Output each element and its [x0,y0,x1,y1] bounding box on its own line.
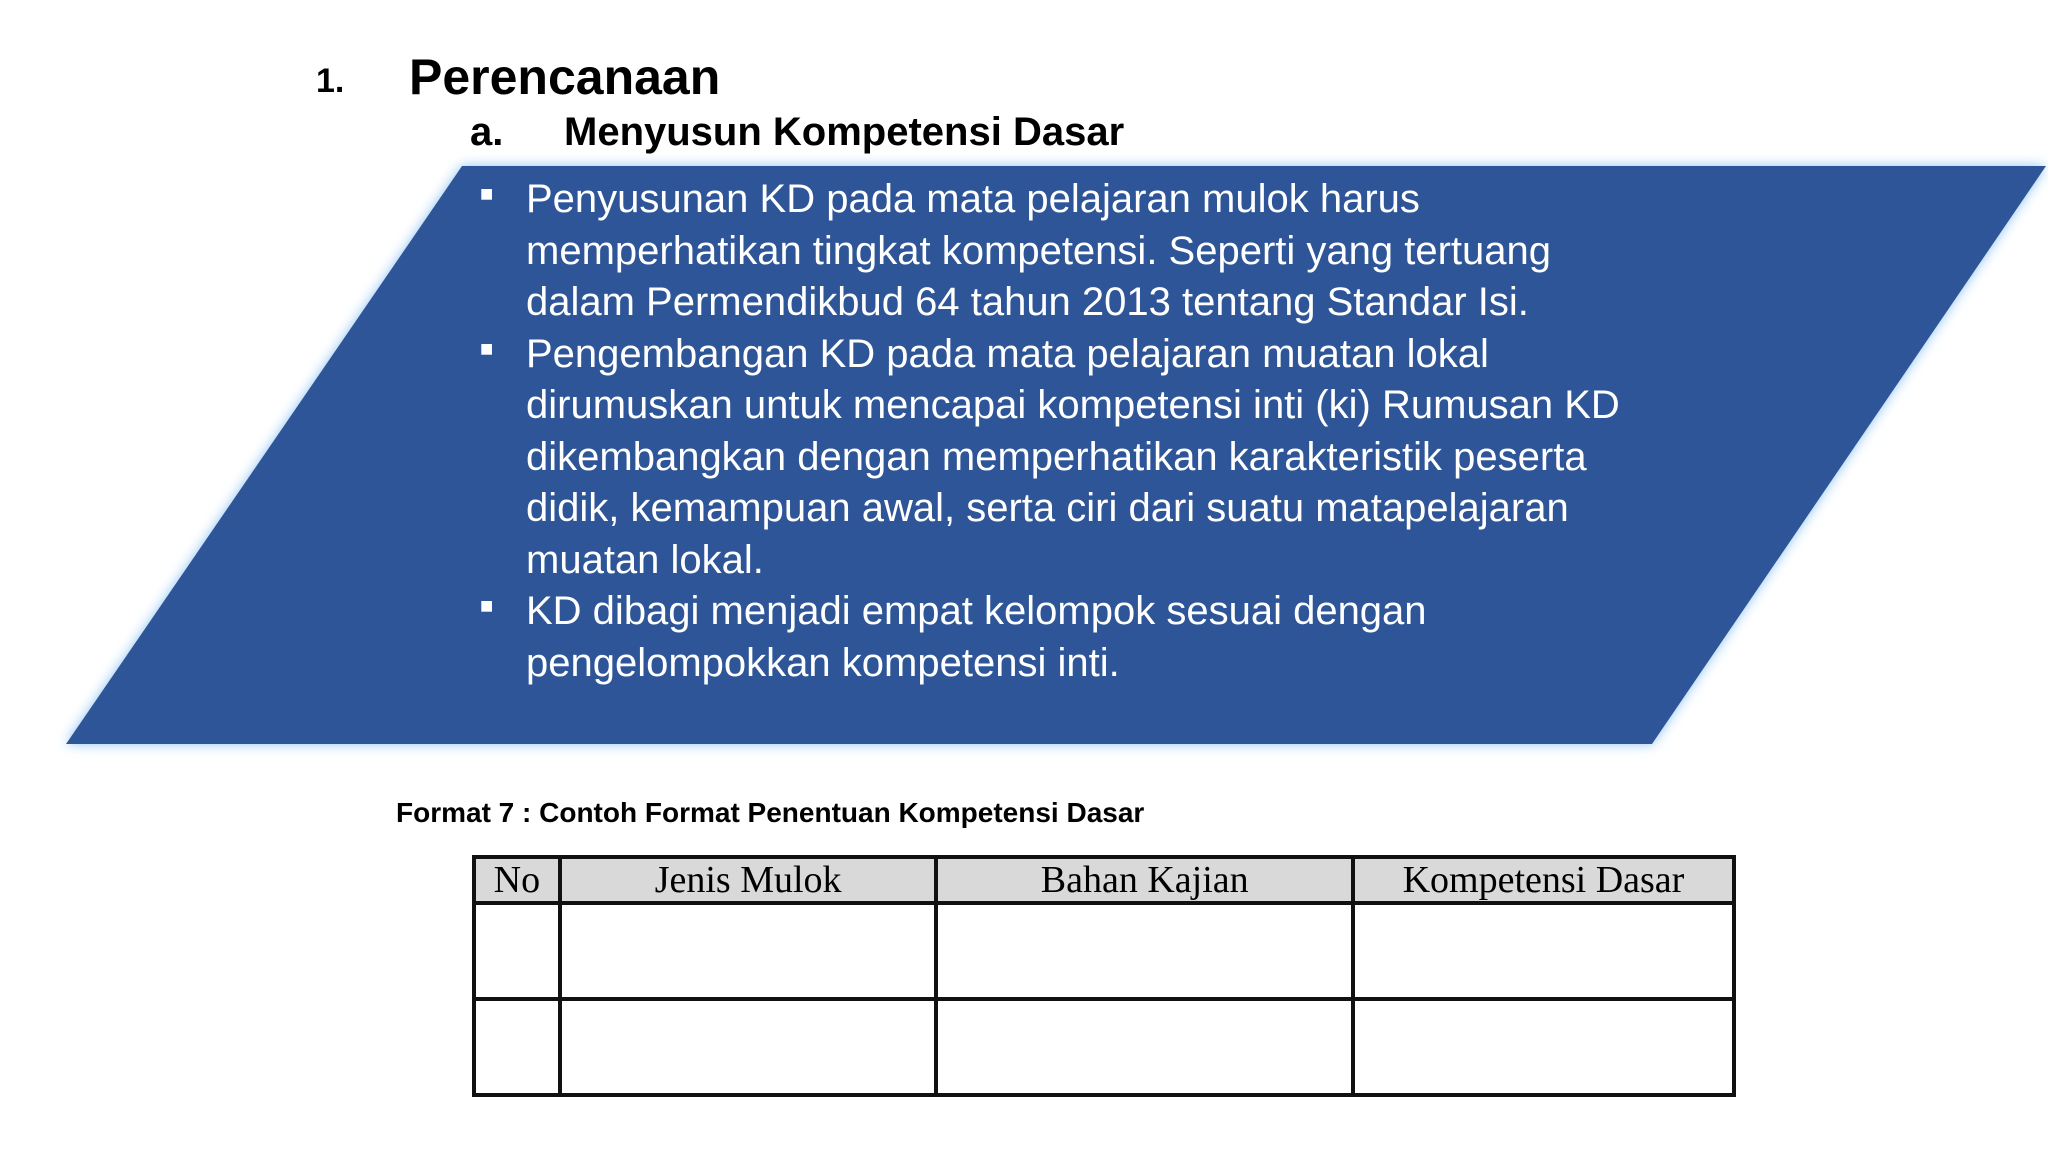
table-cell [474,903,560,999]
table-cell [936,903,1352,999]
table-cell [560,999,937,1095]
header-jenis-mulok: Jenis Mulok [560,857,937,903]
table-cell [474,999,560,1095]
bullet-list [470,174,1670,689]
table-cell [1353,903,1734,999]
subsection-heading [470,108,1124,156]
bullet-marker-icon: ■ [480,335,494,361]
section-title: Perencanaan [409,49,721,105]
bullet-marker-icon: ■ [480,181,494,206]
bullet-text: Pengembangan KD pada mata pelajaran muatan lokal dirumuskan untuk mencapai kompetensi inti (ki) Rumusan KD dikembangkan dengan memperhatikan karakteristik peserta didik, kemampuan awal, serta ciri dari suatu matapelajaran muatan lokal. [526,331,1620,582]
bullet-item [470,586,1670,689]
header-kompetensi-dasar: Kompetensi Dasar [1353,857,1734,903]
bullet-item [470,329,1670,587]
bullet-text: Penyusunan KD pada mata pelajaran mulok harus memperhatikan tingkat kompetensi. Seperti yang tertuang dalam Permendikbud 64 tahun 2013 tentang Standar Isi. [526,177,1552,324]
header-bahan-kajian: Bahan Kajian [936,857,1352,903]
table-caption: Format 7 : Contoh Format Penentuan Kompetensi Dasar [396,797,1145,828]
subsection-title: Menyusun Kompetensi Dasar [564,110,1125,154]
kd-format-table [472,855,1736,1097]
subsection-number: a. [470,110,504,154]
table-cell [560,903,937,999]
bullet-marker-icon: ■ [480,593,494,618]
header-no: No [474,857,560,903]
table-cell [1353,999,1734,1095]
table-header-row [474,857,1734,903]
bullet-text: KD dibagi menjadi empat kelompok sesuai dengan pengelompokkan kompetensi inti. [526,589,1427,685]
table-row [474,999,1734,1095]
section-number: 1. [316,62,345,100]
section-heading [316,44,720,114]
table-cell [936,999,1352,1095]
bullet-item [470,174,1670,329]
table-row [474,903,1734,999]
